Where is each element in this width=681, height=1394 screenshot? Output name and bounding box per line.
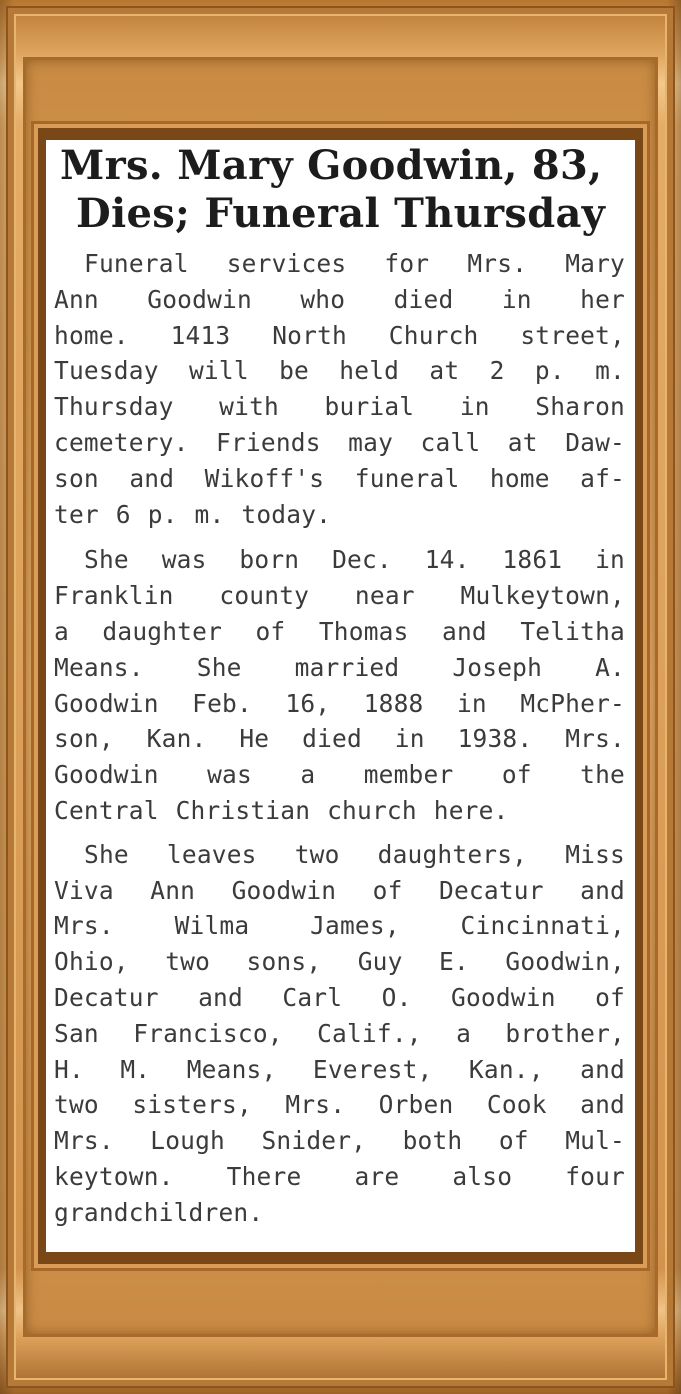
text-line: Franklin county near Mulkeytown,	[54, 581, 625, 611]
text-line: San Francisco, Calif., a brother,	[54, 1018, 625, 1048]
paragraph-funeral-services	[54, 246, 625, 532]
text-line: Ohio, two sons, Guy E. Goodwin,	[54, 947, 625, 977]
text-line: Ann Goodwin who died in her	[54, 284, 625, 314]
text-line: She leaves two daughters, Miss	[84, 839, 625, 869]
text-line: two sisters, Mrs. Orben Cook and	[54, 1090, 625, 1120]
newspaper-clipping	[46, 140, 635, 1252]
text-line: Means. She married Joseph A.	[54, 652, 625, 682]
text-line: Goodwin Feb. 16, 1888 in McPher-	[54, 688, 625, 718]
paragraph-biography	[54, 542, 625, 828]
text-line: son, Kan. He died in 1938. Mrs.	[54, 724, 625, 754]
text-line: Viva Ann Goodwin of Decatur and	[54, 875, 625, 905]
text-line: Central Christian church here.	[54, 795, 509, 825]
text-line: Decatur and Carl O. Goodwin of	[54, 982, 625, 1012]
text-line: grandchildren.	[54, 1197, 264, 1227]
headline-line-2: Dies; Funeral Thursday	[76, 190, 606, 237]
text-line: She was born Dec. 14. 1861 in	[84, 545, 625, 575]
headline-line-1: Mrs. Mary Goodwin, 83,	[60, 142, 603, 189]
text-line: ter 6 p. m. today.	[54, 499, 332, 529]
text-line: home. 1413 North Church street,	[54, 320, 625, 350]
text-line: keytown. There are also four	[54, 1161, 625, 1191]
text-line: Mrs. Lough Snider, both of Mul-	[54, 1126, 625, 1156]
text-line: a daughter of Thomas and Telitha	[54, 616, 625, 646]
text-line: cemetery. Friends may call at Daw-	[54, 427, 625, 457]
text-line: Funeral services for Mrs. Mary	[84, 249, 625, 278]
text-line: H. M. Means, Everest, Kan., and	[54, 1054, 625, 1084]
headline	[54, 140, 625, 238]
text-line: Tuesday will be held at 2 p. m.	[54, 356, 625, 386]
text-line: Thursday with burial in Sharon	[54, 392, 625, 422]
text-line: Mrs. Wilma James, Cincinnati,	[54, 911, 625, 941]
text-line: Goodwin was a member of the	[54, 760, 625, 790]
text-line: son and Wikoff's funeral home af-	[54, 463, 625, 493]
paragraph-survivors	[54, 837, 625, 1231]
